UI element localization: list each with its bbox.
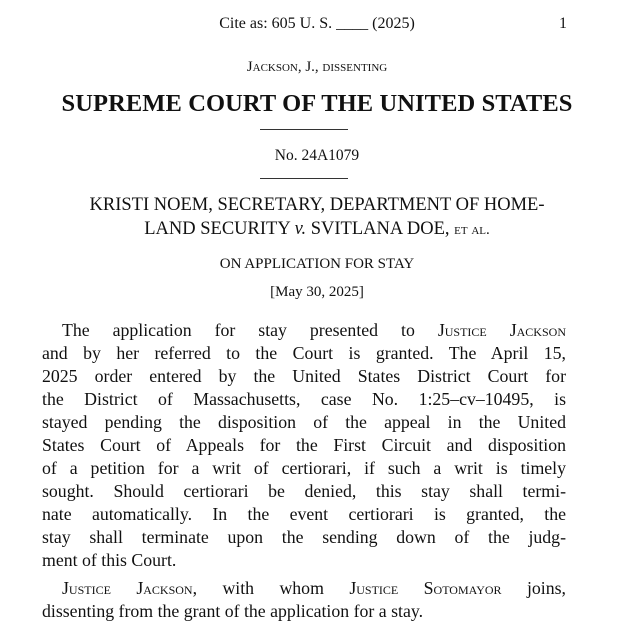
versus: v. [294, 219, 307, 239]
paragraph-line: and by her referred to the Court is granted. The April 15, [42, 343, 566, 363]
case-caption [30, 193, 604, 242]
paragraph-line: the District of Massachusetts, case No. 1:25–cv–10495, is [42, 389, 566, 409]
court-title: SUPREME COURT OF THE UNITED STATES [61, 90, 573, 117]
docket-number: No. 24A1079 [274, 147, 360, 164]
page-number: 1 [559, 15, 567, 32]
application-heading: ON APPLICATION FOR STAY [219, 256, 415, 272]
paragraph-line: stayed pending the disposition of the appeal in the United [42, 412, 566, 432]
divider-rule-top [260, 129, 348, 130]
case-caption-line-1: KRISTI NOEM, SECRETARY, DEPARTMENT OF HOME- [89, 195, 545, 215]
paragraph-line: Justice Jackson, with whom Justice Sotomayor joins, [62, 578, 566, 598]
case-caption-line-2 [30, 217, 604, 242]
dissent-paragraph [42, 577, 566, 623]
paragraph-line: ment of this Court. [42, 550, 177, 570]
paragraph-line: sought. Should certiorari be denied, this stay shall termi- [42, 481, 566, 501]
justice-name: Justice Jackson [62, 578, 193, 598]
justice-name: Justice Jackson [437, 320, 566, 340]
paragraph-line: 2025 order entered by the United States District Court for [42, 366, 566, 386]
divider-rule-bottom [260, 178, 348, 179]
order-paragraph [42, 319, 566, 572]
justice-name: Justice Sotomayor [349, 578, 502, 598]
paragraph-line: stay shall terminate upon the sending down of the judg- [42, 527, 566, 547]
paragraph-line: States Court of Appeals for the First Circuit and disposition [42, 435, 566, 455]
case-party-b: SVITLANA DOE, [310, 219, 450, 239]
paragraph-line: nate automatically. In the event certiorari is granted, the [42, 504, 566, 524]
decision-date: [May 30, 2025] [270, 284, 364, 300]
dissent-header: Jackson, J., dissenting [246, 59, 388, 75]
paragraph-line: of a petition for a writ of certiorari, if such a writ is timely [42, 458, 566, 478]
paragraph-line: dissenting from the grant of the application for a stay. [42, 601, 424, 621]
paragraph-line: The application for stay presented to Justice Jackson [62, 320, 566, 340]
et-al: et al. [454, 222, 490, 238]
case-party-a: LAND SECURITY [144, 219, 291, 239]
cite-line: Cite as: 605 U. S. ____ (2025) [219, 15, 415, 32]
